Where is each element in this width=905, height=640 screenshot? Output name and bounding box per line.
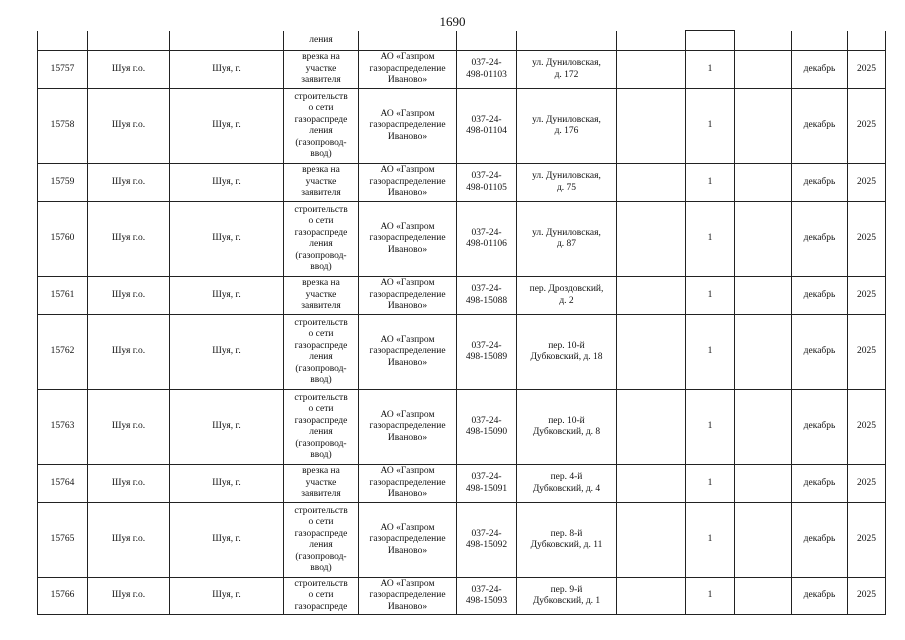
municipality-cell: Шуя г.о. bbox=[88, 51, 170, 89]
municipality-cell: Шуя г.о. bbox=[88, 578, 170, 615]
month-cell: декабрь bbox=[792, 277, 848, 315]
table-cell bbox=[38, 31, 88, 51]
address-cell: пер. Дроздовский, д. 2 bbox=[517, 277, 617, 315]
organization-cell: АО «Газпром газораспределение Иваново» bbox=[359, 503, 457, 578]
code-cell: 037-24- 498-15088 bbox=[457, 277, 517, 315]
municipality-cell: Шуя г.о. bbox=[88, 315, 170, 390]
blank-cell bbox=[617, 315, 686, 390]
month-cell: декабрь bbox=[792, 503, 848, 578]
table-cell bbox=[617, 31, 686, 51]
settlement-cell: Шуя, г. bbox=[170, 202, 284, 277]
table-row bbox=[38, 202, 886, 277]
partial-row bbox=[38, 31, 886, 51]
month-cell: декабрь bbox=[792, 164, 848, 202]
row-number: 15757 bbox=[38, 51, 88, 89]
count-cell: 1 bbox=[686, 465, 735, 503]
blank-cell bbox=[735, 578, 792, 615]
code-cell: 037-24- 498-15089 bbox=[457, 315, 517, 390]
year-cell: 2025 bbox=[848, 315, 886, 390]
year-cell: 2025 bbox=[848, 503, 886, 578]
blank-cell bbox=[735, 164, 792, 202]
settlement-cell: Шуя, г. bbox=[170, 89, 284, 164]
count-cell: 1 bbox=[686, 277, 735, 315]
blank-cell bbox=[735, 390, 792, 465]
type-cell: врезка на участке заявителя bbox=[284, 51, 359, 89]
row-number: 15763 bbox=[38, 390, 88, 465]
gasification-table bbox=[37, 30, 886, 615]
blank-cell bbox=[617, 465, 686, 503]
type-cell: врезка на участке заявителя bbox=[284, 277, 359, 315]
type-cell: строительств о сети газораспреде ления (газопровод- ввод) bbox=[284, 315, 359, 390]
organization-cell: АО «Газпром газораспределение Иваново» bbox=[359, 164, 457, 202]
code-cell: 037-24- 498-15092 bbox=[457, 503, 517, 578]
month-cell: декабрь bbox=[792, 315, 848, 390]
year-cell: 2025 bbox=[848, 202, 886, 277]
code-cell: 037-24- 498-15091 bbox=[457, 465, 517, 503]
row-number: 15764 bbox=[38, 465, 88, 503]
address-cell: пер. 10-й Дубковский, д. 18 bbox=[517, 315, 617, 390]
table-cell bbox=[359, 31, 457, 51]
table-row bbox=[38, 51, 886, 89]
month-cell: декабрь bbox=[792, 89, 848, 164]
blank-cell bbox=[735, 89, 792, 164]
row-number: 15760 bbox=[38, 202, 88, 277]
row-number: 15762 bbox=[38, 315, 88, 390]
settlement-cell: Шуя, г. bbox=[170, 465, 284, 503]
type-cell: строительств о сети газораспреде bbox=[284, 578, 359, 615]
municipality-cell: Шуя г.о. bbox=[88, 164, 170, 202]
settlement-cell: Шуя, г. bbox=[170, 578, 284, 615]
year-cell: 2025 bbox=[848, 465, 886, 503]
address-cell: ул. Дуниловская, д. 176 bbox=[517, 89, 617, 164]
organization-cell: АО «Газпром газораспределение Иваново» bbox=[359, 465, 457, 503]
blank-cell bbox=[735, 202, 792, 277]
row-number: 15766 bbox=[38, 578, 88, 615]
month-cell: декабрь bbox=[792, 578, 848, 615]
table-row bbox=[38, 315, 886, 390]
row-number: 15761 bbox=[38, 277, 88, 315]
year-cell: 2025 bbox=[848, 277, 886, 315]
municipality-cell: Шуя г.о. bbox=[88, 503, 170, 578]
table-row bbox=[38, 465, 886, 503]
count-cell: 1 bbox=[686, 164, 735, 202]
organization-cell: АО «Газпром газораспределение Иваново» bbox=[359, 315, 457, 390]
table-cell bbox=[735, 31, 792, 51]
type-cell: врезка на участке заявителя bbox=[284, 465, 359, 503]
count-cell: 1 bbox=[686, 51, 735, 89]
settlement-cell: Шуя, г. bbox=[170, 503, 284, 578]
table-cell bbox=[792, 31, 848, 51]
organization-cell: АО «Газпром газораспределение Иваново» bbox=[359, 89, 457, 164]
organization-cell: АО «Газпром газораспределение Иваново» bbox=[359, 277, 457, 315]
count-cell: 1 bbox=[686, 503, 735, 578]
count-cell: 1 bbox=[686, 89, 735, 164]
count-cell: 1 bbox=[686, 315, 735, 390]
year-cell: 2025 bbox=[848, 89, 886, 164]
year-cell: 2025 bbox=[848, 578, 886, 615]
table-row bbox=[38, 503, 886, 578]
blank-cell bbox=[735, 51, 792, 89]
year-cell: 2025 bbox=[848, 51, 886, 89]
address-cell: пер. 9-й Дубковский, д. 1 bbox=[517, 578, 617, 615]
blank-cell bbox=[617, 202, 686, 277]
type-cell: врезка на участке заявителя bbox=[284, 164, 359, 202]
row-number: 15758 bbox=[38, 89, 88, 164]
type-cell: строительств о сети газораспреде ления (газопровод- ввод) bbox=[284, 202, 359, 277]
row-number: 15765 bbox=[38, 503, 88, 578]
blank-cell bbox=[617, 51, 686, 89]
settlement-cell: Шуя, г. bbox=[170, 315, 284, 390]
municipality-cell: Шуя г.о. bbox=[88, 277, 170, 315]
month-cell: декабрь bbox=[792, 465, 848, 503]
table-cell bbox=[686, 31, 735, 51]
code-cell: 037-24- 498-15090 bbox=[457, 390, 517, 465]
month-cell: декабрь bbox=[792, 202, 848, 277]
month-cell: декабрь bbox=[792, 390, 848, 465]
year-cell: 2025 bbox=[848, 164, 886, 202]
table-row bbox=[38, 390, 886, 465]
blank-cell bbox=[735, 277, 792, 315]
blank-cell bbox=[617, 578, 686, 615]
table-cell bbox=[517, 31, 617, 51]
code-cell: 037-24- 498-01103 bbox=[457, 51, 517, 89]
table-row bbox=[38, 578, 886, 615]
row-number: 15759 bbox=[38, 164, 88, 202]
code-cell: 037-24- 498-01105 bbox=[457, 164, 517, 202]
table-cell bbox=[848, 31, 886, 51]
page-number: 1690 bbox=[439, 14, 466, 29]
count-cell: 1 bbox=[686, 578, 735, 615]
table-row bbox=[38, 89, 886, 164]
settlement-cell: Шуя, г. bbox=[170, 51, 284, 89]
count-cell: 1 bbox=[686, 390, 735, 465]
municipality-cell: Шуя г.о. bbox=[88, 465, 170, 503]
table-row bbox=[38, 277, 886, 315]
type-cell: строительств о сети газораспреде ления (газопровод- ввод) bbox=[284, 390, 359, 465]
municipality-cell: Шуя г.о. bbox=[88, 89, 170, 164]
organization-cell: АО «Газпром газораспределение Иваново» bbox=[359, 390, 457, 465]
address-cell: пер. 4-й Дубковский, д. 4 bbox=[517, 465, 617, 503]
address-cell: пер. 10-й Дубковский, д. 8 bbox=[517, 390, 617, 465]
code-cell: 037-24- 498-01104 bbox=[457, 89, 517, 164]
blank-cell bbox=[617, 390, 686, 465]
blank-cell bbox=[735, 465, 792, 503]
blank-cell bbox=[735, 503, 792, 578]
settlement-cell: Шуя, г. bbox=[170, 164, 284, 202]
address-cell: ул. Дуниловская, д. 75 bbox=[517, 164, 617, 202]
table-cell bbox=[88, 31, 170, 51]
blank-cell bbox=[617, 164, 686, 202]
settlement-cell: Шуя, г. bbox=[170, 277, 284, 315]
year-cell: 2025 bbox=[848, 390, 886, 465]
table-cell bbox=[457, 31, 517, 51]
municipality-cell: Шуя г.о. bbox=[88, 202, 170, 277]
type-cell: строительств о сети газораспреде ления (газопровод- ввод) bbox=[284, 503, 359, 578]
address-cell: пер. 8-й Дубковский, д. 11 bbox=[517, 503, 617, 578]
settlement-cell: Шуя, г. bbox=[170, 390, 284, 465]
address-cell: ул. Дуниловская, д. 87 bbox=[517, 202, 617, 277]
organization-cell: АО «Газпром газораспределение Иваново» bbox=[359, 51, 457, 89]
count-cell: 1 bbox=[686, 202, 735, 277]
blank-cell bbox=[617, 503, 686, 578]
code-cell: 037-24- 498-01106 bbox=[457, 202, 517, 277]
table-cell bbox=[170, 31, 284, 51]
organization-cell: АО «Газпром газораспределение Иваново» bbox=[359, 202, 457, 277]
code-cell: 037-24- 498-15093 bbox=[457, 578, 517, 615]
type-cell: строительств о сети газораспреде ления (газопровод- ввод) bbox=[284, 89, 359, 164]
table-row bbox=[38, 164, 886, 202]
type-cell: ления bbox=[284, 31, 359, 51]
address-cell: ул. Дуниловская, д. 172 bbox=[517, 51, 617, 89]
blank-cell bbox=[617, 277, 686, 315]
month-cell: декабрь bbox=[792, 51, 848, 89]
blank-cell bbox=[617, 89, 686, 164]
blank-cell bbox=[735, 315, 792, 390]
organization-cell: АО «Газпром газораспределение Иваново» bbox=[359, 578, 457, 615]
municipality-cell: Шуя г.о. bbox=[88, 390, 170, 465]
